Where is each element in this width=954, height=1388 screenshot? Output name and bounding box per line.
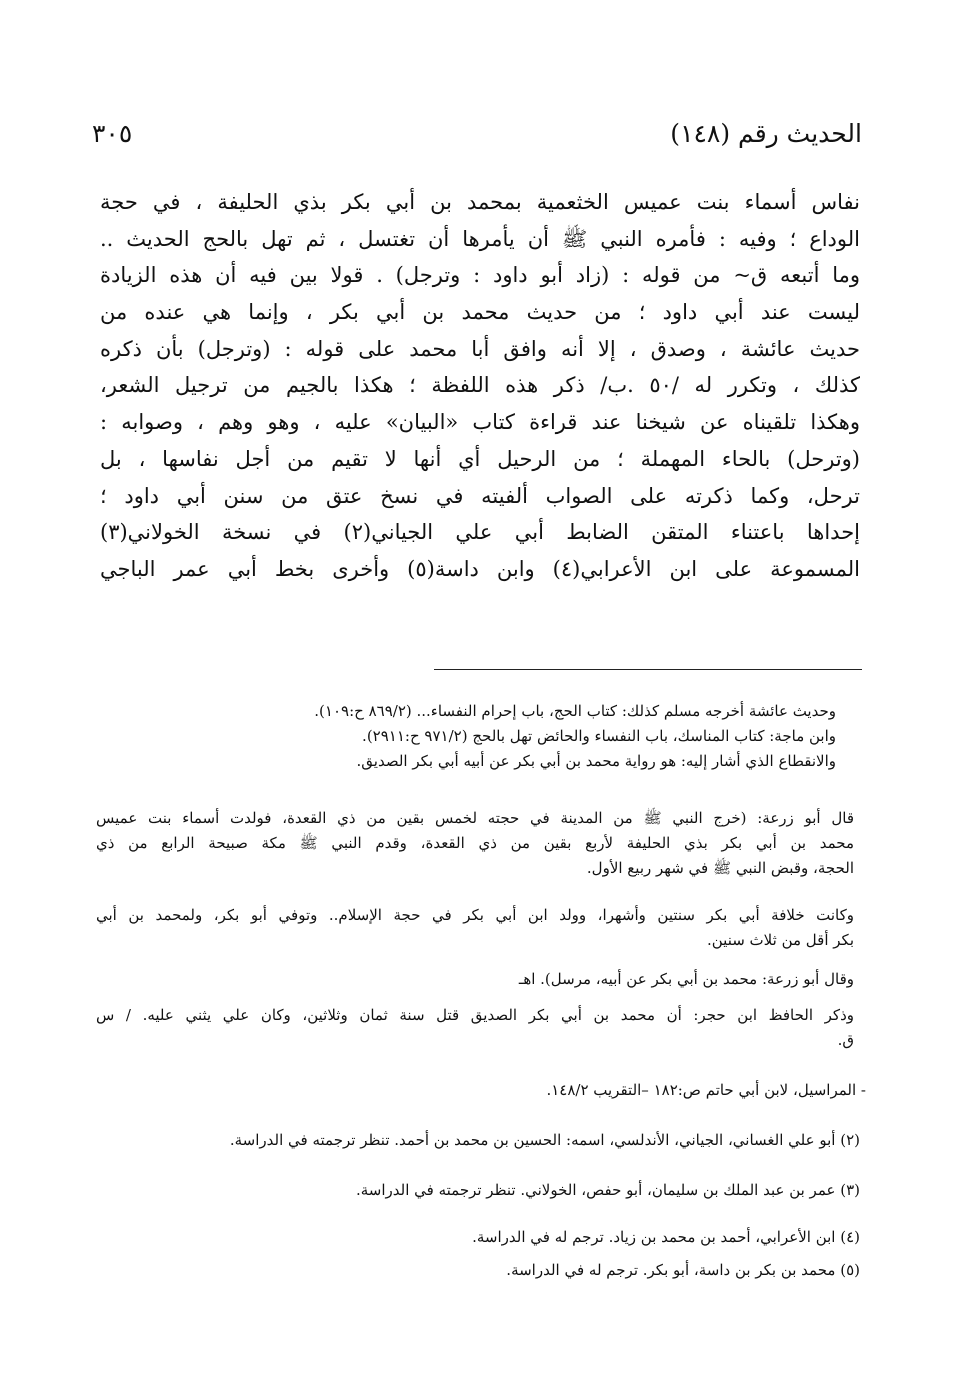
footnote-line: الحجة، وقبض النبي ﷺ في شهر ربيع الأول. (586, 859, 854, 877)
footnote-line: بكر أقل من ثلاث سنين. (706, 931, 854, 949)
footnote-marasil: - المراسيل، لابن أبي حاتم ص:١٨٢ –التقريب ١٤٨/٢. (546, 1081, 866, 1099)
footnote-line: وقال أبو زرعة: محمد بن أبي بكر عن أبيه، مرسل). اهـ (518, 970, 854, 988)
footnote-3: (٣) عمر بن عبد الملك بن سليمان، أبو حفص، الخولاني. تنظر ترجمته في الدراسة. (355, 1181, 860, 1199)
body-line: الوداع ؛ وفيه : فأمره النبي ﷺ أن يأمرها أن تغتسل ، ثم تهل بالحج الحديث .. (100, 226, 860, 251)
footnote-paragraph (96, 699, 836, 774)
footnote-line: وكانت خلافة أبي بكر سنتين وأشهرا، وولد ابن أبي بكر في حجة الإسلام.. وتوفي أبو بكر، ولمحمد بن أبي (96, 906, 854, 924)
footnote-paragraph (96, 903, 854, 953)
footnote-line: وابن ماجة: كتاب المناسك، باب النفساء والحائض تهل بالحج (٩٧١/٢ ح:٢٩١١). (362, 727, 836, 745)
footnote-line: وذكر الحافظ ابن حجر: أن محمد بن أبي بكر الصديق قتل سنة ثمان وثلاثين، وكان علي يثني عليه. / س (96, 1006, 854, 1024)
footnote-paragraph (96, 967, 854, 992)
footnote-line: ق. (837, 1031, 854, 1049)
footnote-5: (٥) محمد بن بكر بن داسة، أبو بكر. ترجم له في الدراسة. (506, 1261, 860, 1279)
footnote-2: (٢) أبو علي الغساني، الجياني، الأندلسي، اسمه: الحسين بن محمد بن أحمد. تنظر ترجمته في الدراسة. (229, 1131, 860, 1149)
footnote-paragraph (96, 1003, 854, 1053)
footnote-line: محمد بن أبي بكر بذي الحليفة لأربع بقين من ذي القعدة، وقدم النبي ﷺ مكة صبيحة الرابع من ذي (96, 834, 854, 852)
footnote-4: (٤) ابن الأعرابي، أحمد بن محمد بن زياد. ترجم له في الدراسة. (472, 1228, 860, 1246)
footnote-line: قال أبو زرعة: (خرج النبي ﷺ من المدينة في حجته لخمس بقين من ذي القعدة، فولدت أسماء بنت عميس (96, 809, 854, 827)
body-line: وهكذا تلقيناه عن شيخنا عند قراءة كتاب «البيان» عليه ، وهو وهم ، وصوابه : (100, 410, 860, 435)
running-title: الحديث رقم (١٤٨) (670, 118, 862, 148)
footnote-line: والانقطاع الذي أشار إليه: هو رواية محمد بن أبي بكر عن أبيه أبي بكر الصديق. (356, 752, 836, 770)
footnote-divider (434, 669, 862, 670)
footnote-paragraph (96, 806, 854, 881)
body-line: المسموعة على ابن الأعرابي(٤) وابن داسة(٥) وأخرى بخط أبي عمر الباجي (100, 556, 860, 581)
body-line: حديث عائشة ، وصدق ، إلا أنه وافق أبا محمد على قوله : (وترجل) بأن ذكره (100, 336, 860, 361)
body-line: إحداها باعتناء المتقن الضابط أبي علي الجياني(٢) في نسخة الخولاني(٣) (100, 520, 861, 545)
body-line: كذلك ، وتكرر له /٥٠ .ب/ ذكر هذه اللفظة ؛ هكذا بالجيم من ترجيل الشعر، (100, 373, 860, 398)
main-body-text (100, 184, 860, 588)
body-line: ليست عند أبي داود ؛ من حديث محمد بن أبي بكر ، وإنما هي عنده من (100, 300, 860, 325)
footnote-line: وحديث عائشة أخرجه مسلم كذلك: كتاب الحج، باب إحرام النفساء... (٨٦٩/٢ ح:١٠٩). (314, 702, 836, 720)
page-header (92, 108, 862, 158)
body-line: وما أتبعه ق~ من قوله : (زاد أبو داود : وترجل) . قولا بين فيه أن هذه الزيادة (100, 263, 860, 288)
body-line: ترحل، وكما ذكرته على الصواب ألفيته في نسخ عتق من سنن أبي داود ؛ (100, 483, 860, 508)
page-number: ٣٠٥ (92, 118, 133, 148)
body-line: (وترحل) بالحاء المهملة ؛ من الرحيل أي أنها لا تقيم من أجل نفاسها ، بل (100, 446, 860, 471)
body-line: نفاس أسماء بنت عميس الخثعمية بمحمد بن أبي بكر بذي الحليفة ، في حجة (100, 190, 860, 214)
